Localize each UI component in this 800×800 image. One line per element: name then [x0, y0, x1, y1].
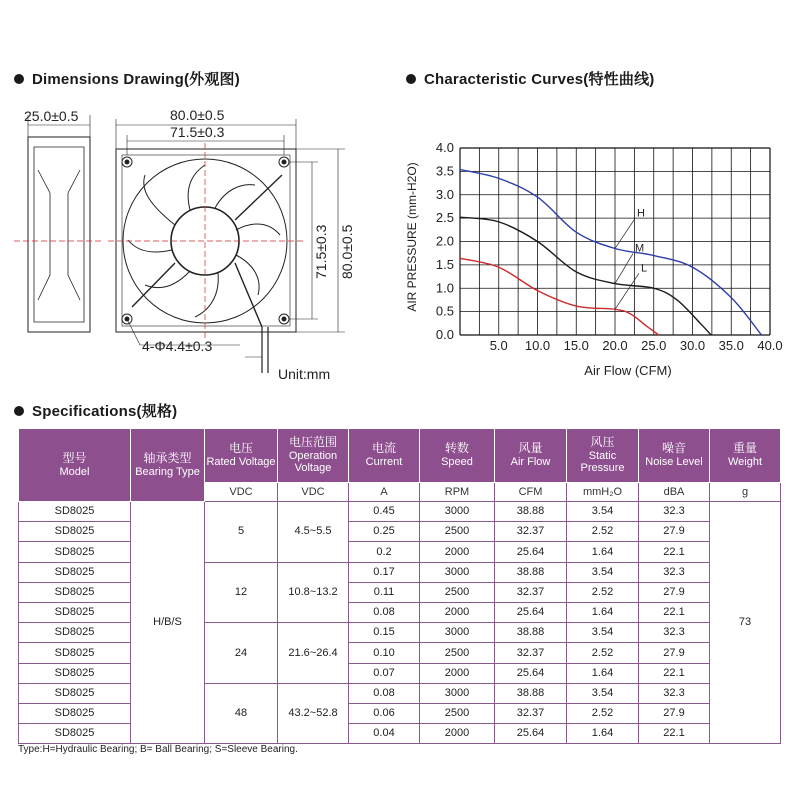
static-pressure-cell: 2.52	[567, 643, 639, 663]
static-pressure-cell: 1.64	[567, 542, 639, 562]
speed-cell: 2500	[420, 522, 495, 542]
y-axis-label: AIR PRESSURE (mm-H2O)	[405, 162, 419, 312]
air-flow-cell: 25.64	[495, 663, 567, 683]
y-tick-label: 3.5	[435, 163, 454, 179]
unit-cell: dBA	[639, 483, 710, 502]
static-pressure-cell: 3.54	[567, 623, 639, 643]
speed-cell: 3000	[420, 623, 495, 643]
dimensions-section-title	[14, 68, 240, 89]
curves-title-text: Characteristic Curves(特性曲线)	[424, 71, 655, 88]
header-zh: 轴承类型	[143, 450, 192, 465]
header-operation-voltage	[278, 429, 349, 483]
current-cell: 0.2	[349, 542, 420, 562]
unit-cell: RPM	[420, 483, 495, 502]
current-cell: 0.08	[349, 683, 420, 703]
series-leader	[615, 219, 635, 249]
noise-cell: 22.1	[639, 724, 710, 744]
header-zh: 转数	[444, 441, 469, 456]
specs-title-text: Specifications(规格)	[32, 403, 178, 420]
speed-cell: 2500	[420, 643, 495, 663]
x-tick-label: 25.0	[641, 338, 667, 353]
model-cell: SD8025	[19, 582, 131, 602]
unit-cell: VDC	[205, 483, 278, 502]
model-cell: SD8025	[19, 703, 131, 723]
noise-cell: 32.3	[639, 502, 710, 522]
current-cell: 0.04	[349, 724, 420, 744]
voltage-range-cell: 4.5~5.5	[278, 502, 349, 563]
header-en: Speed	[441, 456, 473, 469]
specifications-table	[18, 428, 781, 744]
speed-cell: 3000	[420, 683, 495, 703]
chart-grid	[460, 148, 770, 335]
current-cell: 0.17	[349, 562, 420, 582]
header-en: Static Pressure	[580, 449, 625, 475]
static-pressure-cell: 2.52	[567, 582, 639, 602]
y-tick-label: 0.5	[435, 303, 454, 319]
unit-cell: A	[349, 483, 420, 502]
x-tick-label: 35.0	[718, 338, 744, 353]
speed-cell: 2000	[420, 724, 495, 744]
current-cell: 0.10	[349, 643, 420, 663]
speed-cell: 2500	[420, 582, 495, 602]
x-tick-label: 15.0	[563, 338, 589, 353]
air-flow-cell: 38.88	[495, 562, 567, 582]
rated-voltage-cell: 24	[205, 623, 278, 684]
header-en: Air Flow	[510, 456, 551, 469]
rated-voltage-cell: 48	[205, 683, 278, 744]
bullet-icon	[406, 74, 416, 84]
header-zh: 重量	[732, 441, 757, 456]
model-cell: SD8025	[19, 502, 131, 522]
dimensions-title-text: Dimensions Drawing(外观图)	[32, 71, 240, 88]
dimensions-drawing	[0, 95, 400, 395]
current-cell: 0.08	[349, 602, 420, 622]
thickness-dimension: 25.0±0.5	[24, 108, 79, 124]
rated-voltage-cell: 12	[205, 562, 278, 623]
air-flow-cell: 38.88	[495, 623, 567, 643]
unit-label: Unit:mm	[278, 366, 331, 382]
header-noise-level	[639, 429, 710, 483]
y-tick-label: 2.5	[435, 210, 454, 226]
series-label-m: M	[635, 242, 645, 255]
x-tick-label: 5.0	[489, 338, 508, 353]
header-zh: 型号	[62, 450, 87, 465]
current-cell: 0.11	[349, 582, 420, 602]
air-flow-cell: 32.37	[495, 522, 567, 542]
model-cell: SD8025	[19, 724, 131, 744]
noise-cell: 32.3	[639, 683, 710, 703]
header-current	[349, 429, 420, 483]
model-cell: SD8025	[19, 602, 131, 622]
series-leader	[615, 273, 639, 309]
unit-cell: VDC	[278, 483, 349, 502]
noise-cell: 32.3	[639, 623, 710, 643]
air-flow-cell: 32.37	[495, 582, 567, 602]
weight-cell: 73	[710, 502, 781, 744]
series-leader	[615, 254, 633, 284]
voltage-range-cell: 10.8~13.2	[278, 562, 349, 623]
y-tick-label: 3.0	[435, 186, 454, 202]
header-zh: 风量	[518, 441, 543, 456]
unit-cell: g	[710, 483, 781, 502]
header-en: Operation Voltage	[288, 449, 338, 475]
holes-dimension: 4-Φ4.4±0.3	[142, 338, 213, 354]
current-cell: 0.45	[349, 502, 420, 522]
x-tick-label: 20.0	[602, 338, 628, 353]
model-cell: SD8025	[19, 562, 131, 582]
header-air-flow	[495, 429, 567, 483]
air-flow-cell: 25.64	[495, 724, 567, 744]
static-pressure-cell: 3.54	[567, 683, 639, 703]
header-en: Bearing Type	[135, 465, 200, 478]
air-flow-cell: 38.88	[495, 502, 567, 522]
speed-cell: 2000	[420, 602, 495, 622]
header-speed	[420, 429, 495, 483]
noise-cell: 32.3	[639, 562, 710, 582]
static-pressure-cell: 1.64	[567, 724, 639, 744]
air-flow-cell: 32.37	[495, 703, 567, 723]
noise-cell: 22.1	[639, 542, 710, 562]
x-tick-label: 30.0	[679, 338, 706, 353]
noise-cell: 27.9	[639, 703, 710, 723]
model-cell: SD8025	[19, 663, 131, 683]
fan-side-view	[28, 137, 90, 332]
chart-series	[460, 170, 761, 335]
x-axis-label: Air Flow (CFM)	[584, 363, 672, 378]
noise-cell: 22.1	[639, 663, 710, 683]
air-flow-cell: 38.88	[495, 683, 567, 703]
header-en: Weight	[727, 456, 763, 469]
hole-spacing-v-dimension: 71.5±0.3	[313, 224, 329, 279]
model-cell: SD8025	[19, 643, 131, 663]
series-label-l: L	[641, 262, 648, 275]
y-tick-label: 2.0	[435, 233, 454, 249]
series-line-l	[460, 258, 659, 335]
rated-voltage-cell: 5	[205, 502, 278, 563]
y-tick-label: 4.0	[435, 140, 454, 155]
header-zh: 电流	[371, 441, 396, 456]
header-model	[19, 429, 131, 502]
voltage-range-cell: 43.2~52.8	[278, 683, 349, 744]
current-cell: 0.25	[349, 522, 420, 542]
noise-cell: 27.9	[639, 582, 710, 602]
curves-section-title	[406, 68, 654, 89]
header-en: Rated Voltage	[206, 456, 276, 469]
y-tick-label: 0.0	[435, 327, 454, 342]
header-en: Current	[365, 456, 403, 469]
noise-cell: 22.1	[639, 602, 710, 622]
bullet-icon	[14, 406, 24, 416]
bullet-icon	[14, 74, 24, 84]
model-cell: SD8025	[19, 522, 131, 542]
x-tick-label: 40.0	[757, 338, 783, 353]
header-weight	[710, 429, 781, 483]
bearing-cell: H/B/S	[131, 502, 205, 744]
static-pressure-cell: 2.52	[567, 703, 639, 723]
current-cell: 0.15	[349, 623, 420, 643]
header-bearing-type	[131, 429, 205, 502]
header-zh: 噪音	[661, 441, 686, 456]
x-tick-label: 10.0	[524, 338, 551, 353]
model-cell: SD8025	[19, 542, 131, 562]
speed-cell: 2000	[420, 542, 495, 562]
speed-cell: 2500	[420, 703, 495, 723]
model-cell: SD8025	[19, 623, 131, 643]
speed-cell: 3000	[420, 562, 495, 582]
fan-front-view	[116, 149, 296, 332]
header-zh: 电压	[228, 441, 253, 456]
series-label-h: H	[637, 207, 645, 220]
air-flow-cell: 25.64	[495, 602, 567, 622]
y-tick-label: 1.5	[435, 256, 454, 272]
static-pressure-cell: 3.54	[567, 502, 639, 522]
static-pressure-cell: 1.64	[567, 663, 639, 683]
static-pressure-cell: 2.52	[567, 522, 639, 542]
header-en: Noise Level	[645, 456, 703, 469]
specs-section-title	[14, 400, 177, 421]
model-cell: SD8025	[19, 683, 131, 703]
header-zh: 风压	[590, 434, 615, 449]
header-rated-voltage	[205, 429, 278, 483]
header-static-pressure	[567, 429, 639, 483]
unit-cell: mmH₂O	[567, 483, 639, 502]
current-cell: 0.07	[349, 663, 420, 683]
noise-cell: 27.9	[639, 522, 710, 542]
bearing-footnote: Type:H=Hydraulic Bearing; B= Ball Bearing; S=Sleeve Bearing.	[18, 744, 298, 755]
voltage-range-cell: 21.6~26.4	[278, 623, 349, 684]
air-flow-cell: 25.64	[495, 542, 567, 562]
unit-cell: CFM	[495, 483, 567, 502]
table-header-row	[19, 429, 781, 483]
y-tick-label: 1.0	[435, 280, 454, 296]
hole-spacing-h-dimension: 71.5±0.3	[170, 124, 225, 140]
speed-cell: 3000	[420, 502, 495, 522]
noise-cell: 27.9	[639, 643, 710, 663]
outer-width-dimension: 80.0±0.5	[170, 107, 225, 123]
characteristic-curves-chart	[400, 135, 790, 385]
table-row	[19, 502, 781, 522]
header-zh: 电压范围	[288, 434, 337, 449]
static-pressure-cell: 1.64	[567, 602, 639, 622]
speed-cell: 2000	[420, 663, 495, 683]
series-line-h	[460, 170, 761, 335]
outer-height-dimension: 80.0±0.5	[339, 224, 355, 279]
current-cell: 0.06	[349, 703, 420, 723]
air-flow-cell: 32.37	[495, 643, 567, 663]
static-pressure-cell: 3.54	[567, 562, 639, 582]
header-en: Model	[59, 465, 90, 478]
